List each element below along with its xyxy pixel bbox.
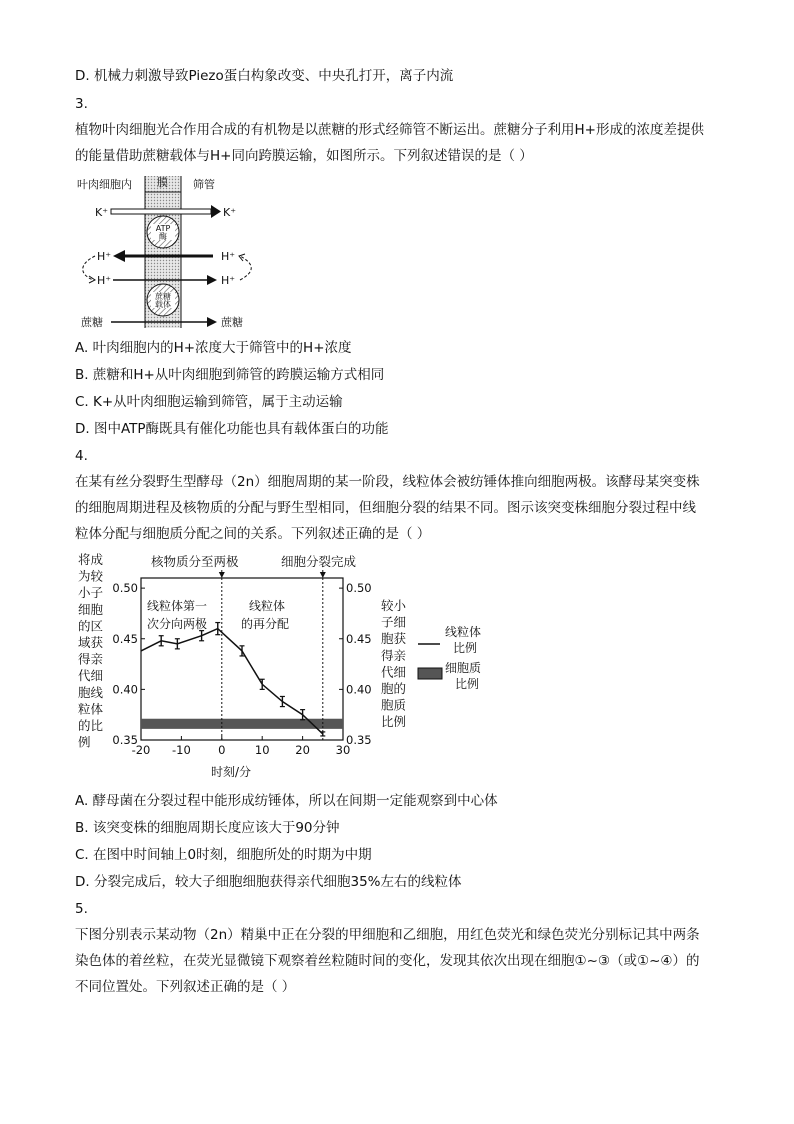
q4-stem-line2: 的细胞周期进程及核物质的分配与野生型相同，但细胞分裂的结果不同。图示该突变株细胞分裂过程中线: [75, 500, 696, 516]
q4-option-d: D. 分裂完成后，较大子细胞细胞获得亲代细胞35%左右的线粒体: [75, 874, 462, 890]
top-label-division: 细胞分裂完成: [281, 554, 357, 569]
y-label-left-char: 的比: [78, 718, 104, 733]
label-membrane: 膜: [157, 176, 168, 189]
enzyme-label: 酶: [159, 232, 167, 241]
q3-option-c: C. K+从叶肉细胞运输到筛管，属于主动运输: [75, 394, 343, 410]
y-label-right-char: 比例: [381, 714, 407, 730]
y-label-left-char: 代细: [78, 668, 104, 684]
y-tick-label-right: 0.50: [346, 581, 372, 596]
y-label-right-char: 较小: [381, 598, 407, 613]
y-label-right-char: 代细: [381, 664, 407, 680]
label-inside: 叶肉细胞内: [77, 178, 132, 191]
x-tick-label: 10: [254, 743, 270, 757]
region2-line1: 线粒体: [249, 599, 286, 613]
q4-stem-line3: 粒体分配与细胞质分配之间的关系。下列叙述正确的是（ ）: [75, 526, 431, 542]
region2-line2: 的再分配: [241, 617, 290, 631]
sucrose-right: 蔗糖: [221, 316, 243, 329]
h-left-bottom: H⁺: [97, 274, 112, 287]
carrier-label-2: 载体: [155, 300, 171, 309]
y-axis-label-left: [78, 552, 104, 750]
y-label-left-char: 将成: [78, 552, 104, 567]
k-channel-arrow: [111, 209, 211, 214]
label-outside: 筛管: [193, 178, 215, 191]
x-axis-label: 时刻/分: [211, 765, 252, 779]
k-right: K⁺: [223, 206, 237, 219]
carrier-label-1: 蔗糖: [155, 292, 171, 301]
y-label-left-char: 域获: [78, 635, 104, 650]
y-tick-label-left: 0.35: [112, 733, 138, 747]
legend-band-swatch: [418, 668, 442, 679]
y-label-left-char: 细胞: [78, 601, 104, 617]
x-tick-label: 20: [295, 743, 310, 757]
y-label-left-char: 例: [78, 734, 91, 750]
y-tick-label-left: 0.40: [112, 682, 138, 697]
x-tick-label: 0: [218, 743, 226, 757]
x-tick-label: 30: [335, 743, 351, 757]
q3-option-a: A. 叶肉细胞内的H+浓度大于筛管中的H+浓度: [75, 340, 352, 356]
y-label-left-char: 粒体: [78, 701, 104, 717]
q3-option-d: D. 图中ATP酶既具有催化功能也具有载体蛋白的功能: [75, 421, 389, 437]
h-right-top: H⁺: [221, 250, 236, 263]
arrow-division-head: [320, 572, 326, 578]
q5-stem-line1: 下图分别表示某动物（2n）精巢中正在分裂的甲细胞和乙细胞，用红色荧光和绿色荧光分别标记其中两条: [75, 927, 700, 943]
q3-stem-line2: 的能量借助蔗糖载体与H+同向跨膜运输，如图所示。下列叙述错误的是（ ）: [75, 148, 533, 164]
atp-label: ATP: [155, 224, 171, 233]
y-label-right-char: 胞获: [381, 631, 407, 647]
q4-option-a: A. 酵母菌在分裂过程中能形成纺锤体，所以在间期一定能观察到中心体: [75, 793, 498, 809]
q3-number: 3.: [75, 96, 88, 112]
q4-number: 4.: [75, 448, 88, 464]
y-label-left-char: 的区: [78, 618, 104, 634]
y-label-left-char: 小子: [78, 585, 104, 601]
q3-option-b: B. 蔗糖和H+从叶肉细胞到筛管的跨膜运输方式相同: [75, 367, 385, 383]
top-label-nuclear: 核物质分至两极: [151, 554, 239, 569]
q5-number: 5.: [75, 901, 88, 917]
y-tick-label-left: 0.45: [112, 631, 138, 646]
legend-line-label-1: 线粒体: [445, 625, 482, 639]
legend-line-label-2: 比例: [453, 641, 478, 655]
region1-line2: 次分向两极: [147, 617, 208, 631]
y-label-right-char: 得亲: [381, 647, 407, 663]
h-right-bottom: H⁺: [221, 274, 236, 287]
q5-stem-line3: 不同位置处。下列叙述正确的是（ ）: [75, 979, 296, 995]
x-tick-label: -10: [172, 743, 191, 757]
legend-band-label-2: 比例: [455, 677, 480, 691]
y-label-right-char: 胞的: [381, 681, 407, 696]
y-label-right-char: 子细: [381, 614, 407, 630]
y-label-left-char: 得亲: [78, 651, 104, 667]
x-tick-label: -20: [131, 743, 151, 757]
y-tick-label-left: 0.50: [112, 581, 138, 596]
region1-line1: 线粒体第一: [147, 599, 208, 613]
q4-option-c: C. 在图中时间轴上0时刻，细胞所处的时期为中期: [75, 847, 372, 863]
arrow-nuclear-head: [219, 572, 225, 578]
y-tick-label-right: 0.45: [346, 631, 372, 646]
h-left-top: H⁺: [97, 250, 112, 263]
q4-mitochondria-chart: [75, 550, 525, 780]
y-label-right-char: 胞质: [381, 697, 407, 713]
sucrose-left: 蔗糖: [81, 316, 103, 329]
q3-transport-diagram: [75, 172, 275, 332]
y-label-left-char: 为较: [78, 568, 104, 584]
series-line-mitochondria: [141, 629, 323, 734]
q3-stem-line1: 植物叶肉细胞光合作用合成的有机物是以蔗糖的形式经筛管不断运出。蔗糖分子利用H+形成的浓度差提供: [75, 122, 704, 138]
y-tick-label-right: 0.35: [346, 733, 372, 747]
q4-option-b: B. 该突变株的细胞周期长度应该大于90分钟: [75, 820, 340, 836]
q5-stem-line2: 染色体的着丝粒，在荧光显微镜下观察着丝粒随时间的变化，发现其依次出现在细胞①~③（或①~④）的: [75, 953, 700, 969]
y-label-left-char: 胞线: [78, 684, 104, 700]
y-tick-label-right: 0.40: [346, 682, 372, 697]
k-left: K⁺: [95, 206, 109, 219]
q4-stem-line1: 在某有丝分裂野生型酵母（2n）细胞周期的某一阶段，线粒体会被纺锤体推向细胞两极。该酵母某突变株: [75, 474, 700, 490]
q2-option-d: D. 机械力刺激导致Piezo蛋白构象改变、中央孔打开，离子内流: [75, 68, 454, 84]
legend-band-label-1: 细胞质: [445, 661, 482, 675]
y-axis-label-right: [381, 598, 407, 729]
